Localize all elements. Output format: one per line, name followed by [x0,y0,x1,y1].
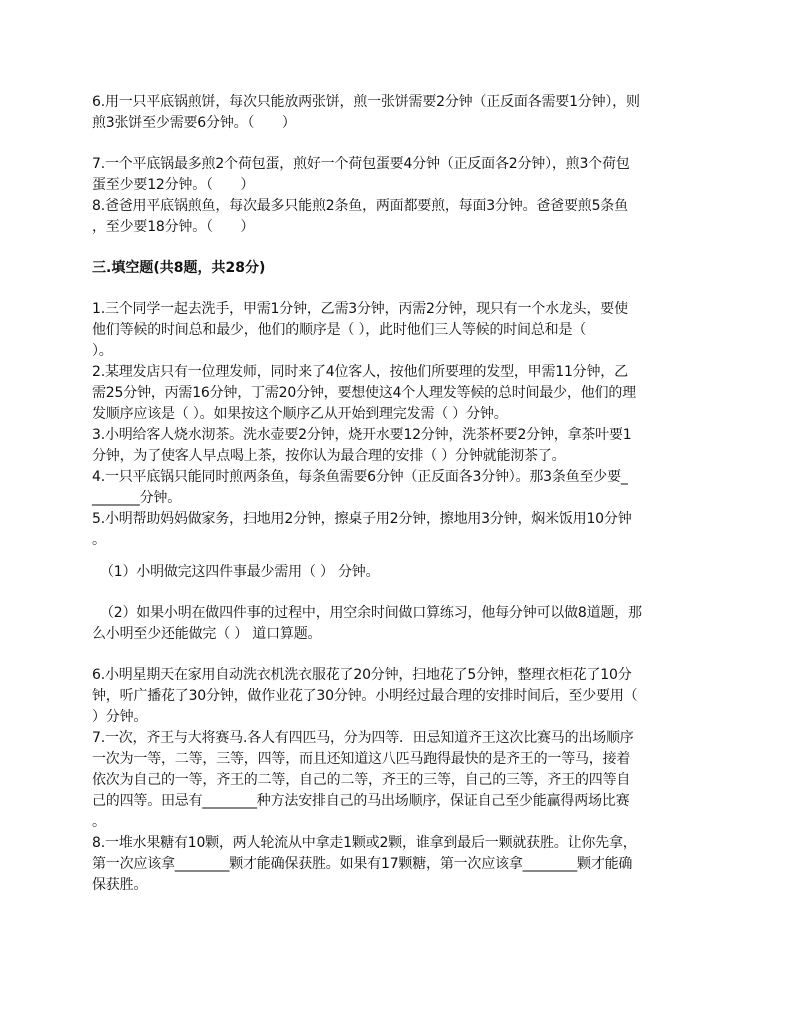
text-line: （2）如果小明在做四件事的过程中，用空余时间做口算练习，他每分钟可以做8道题，那 [100,605,642,621]
section-heading: 三.填空题(共8题，共28分) [92,260,266,276]
text-line: 煎3张饼至少需要6分钟。（ ） [92,115,296,131]
fill-question-5-part-2 [92,603,704,645]
text-line: 己的四等。田忌有________种方法安排自己的马出场顺序，保证自己至少能赢得两场比赛 [92,793,630,809]
text-line: 5.小明帮助妈妈做家务，扫地用2分钟，擦桌子用2分钟，擦地用3分钟，焖米饭用10分钟 [92,511,632,527]
text-line: 4.一只平底锅只能同时煎两条鱼，每条鱼需要6分钟（正反面各3分钟）。那3条鱼至少要_ [92,469,628,485]
text-line: 。 [92,814,106,830]
text-line: 第一次应该拿________颗才能确保获胜。如果有17颗糖，第一次应该拿________颗才能确 [92,856,633,872]
text-line: 6.小明星期天在家用自动洗衣机洗衣服花了20分钟，扫地花了5分钟，整理衣柜花了10分 [92,667,632,683]
text-line: 钟，听广播花了30分钟，做作业花了30分钟。小明经过最合理的安排时间后，至少要用（ [92,688,638,704]
document-page [92,92,704,896]
text-line: 他们等候的时间总和最少，他们的顺序是（ ），此时他们三人等候的时间总和是（ [92,322,587,338]
text-line: 7.一次，齐王与大将赛马.各人有四匹马，分为四等．田忌知道齐王这次比赛马的出场顺序 [92,730,634,746]
text-line: 7.一个平底锅最多煎2个荷包蛋，煎好一个荷包蛋要4分钟（正反面各2分钟），煎3个荷包 [92,156,630,172]
text-line: 8.爸爸用平底锅煎鱼，每次最多只能煎2条鱼，两面都要煎，每面3分钟。爸爸要煎5条鱼 [92,198,628,214]
text-line: ）。 [92,343,113,359]
text-line: 2.某理发店只有一位理发师，同时来了4位客人，按他们所要理的发型，甲需11分钟，乙 [92,364,628,380]
text-line: 。 [92,532,106,548]
fill-question-8 [92,833,704,896]
text-line: 保获胜。 [92,877,148,893]
judge-question-6 [92,92,704,134]
text-line: 3.小明给客人烧水沏茶。洗水壶要2分钟，烧开水要12分钟，洗茶杯要2分钟，拿茶叶要1 [92,427,632,443]
text-line: _______分钟。 [92,490,181,506]
fill-question-5-part-1: （1）小明做完这四件事最少需用（ ） 分钟。 [100,564,380,580]
text-line: 发顺序应该是（ ）。如果按这个顺序乙从开始到理完发需（ ）分钟。 [92,406,508,422]
fill-question-6 [92,665,704,728]
judge-question-7 [92,154,704,196]
text-line: 需25分钟，丙需16分钟，丁需20分钟，要想使这4个人理发等候的总时间最少，他们的理 [92,385,636,401]
fill-question-4 [92,467,704,509]
fill-question-2 [92,362,704,425]
fill-question-1 [92,299,704,362]
fill-question-7 [92,728,704,833]
text-line: 8.一堆水果糖有10颗，两人轮流从中拿走1颗或2颗，谁拿到最后一颗就获胜。让你先拿， [92,835,637,851]
text-line: 1.三个同学一起去洗手，甲需1分钟，乙需3分钟，丙需2分钟，现只有一个水龙头，要使 [92,301,628,317]
text-line: 依次为自己的一等，齐王的二等，自己的二等，齐王的三等，自己的三等，齐王的四等自 [92,772,631,788]
text-line: 蛋至少要12分钟。（ ） [92,177,255,193]
text-line: 一次为一等，二等，三等，四等，而且还知道这八匹马跑得最快的是齐王的一等马，接着 [92,751,631,767]
fill-question-3 [92,425,704,467]
fill-question-5 [92,509,704,551]
judge-question-8 [92,196,704,238]
text-line: 么小明至少还能做完（ ） 道口算题。 [92,626,322,642]
text-line: ）分钟。 [92,709,148,725]
text-line: 6.用一只平底锅煎饼，每次只能放两张饼，煎一张饼需要2分钟（正反面各需要1分钟），则 [92,94,640,110]
text-line: 分钟，为了使客人早点喝上茶，按你认为最合理的安排（ ）分钟就能沏茶了。 [92,448,566,464]
text-line: ，至少要18分钟。（ ） [92,219,255,235]
